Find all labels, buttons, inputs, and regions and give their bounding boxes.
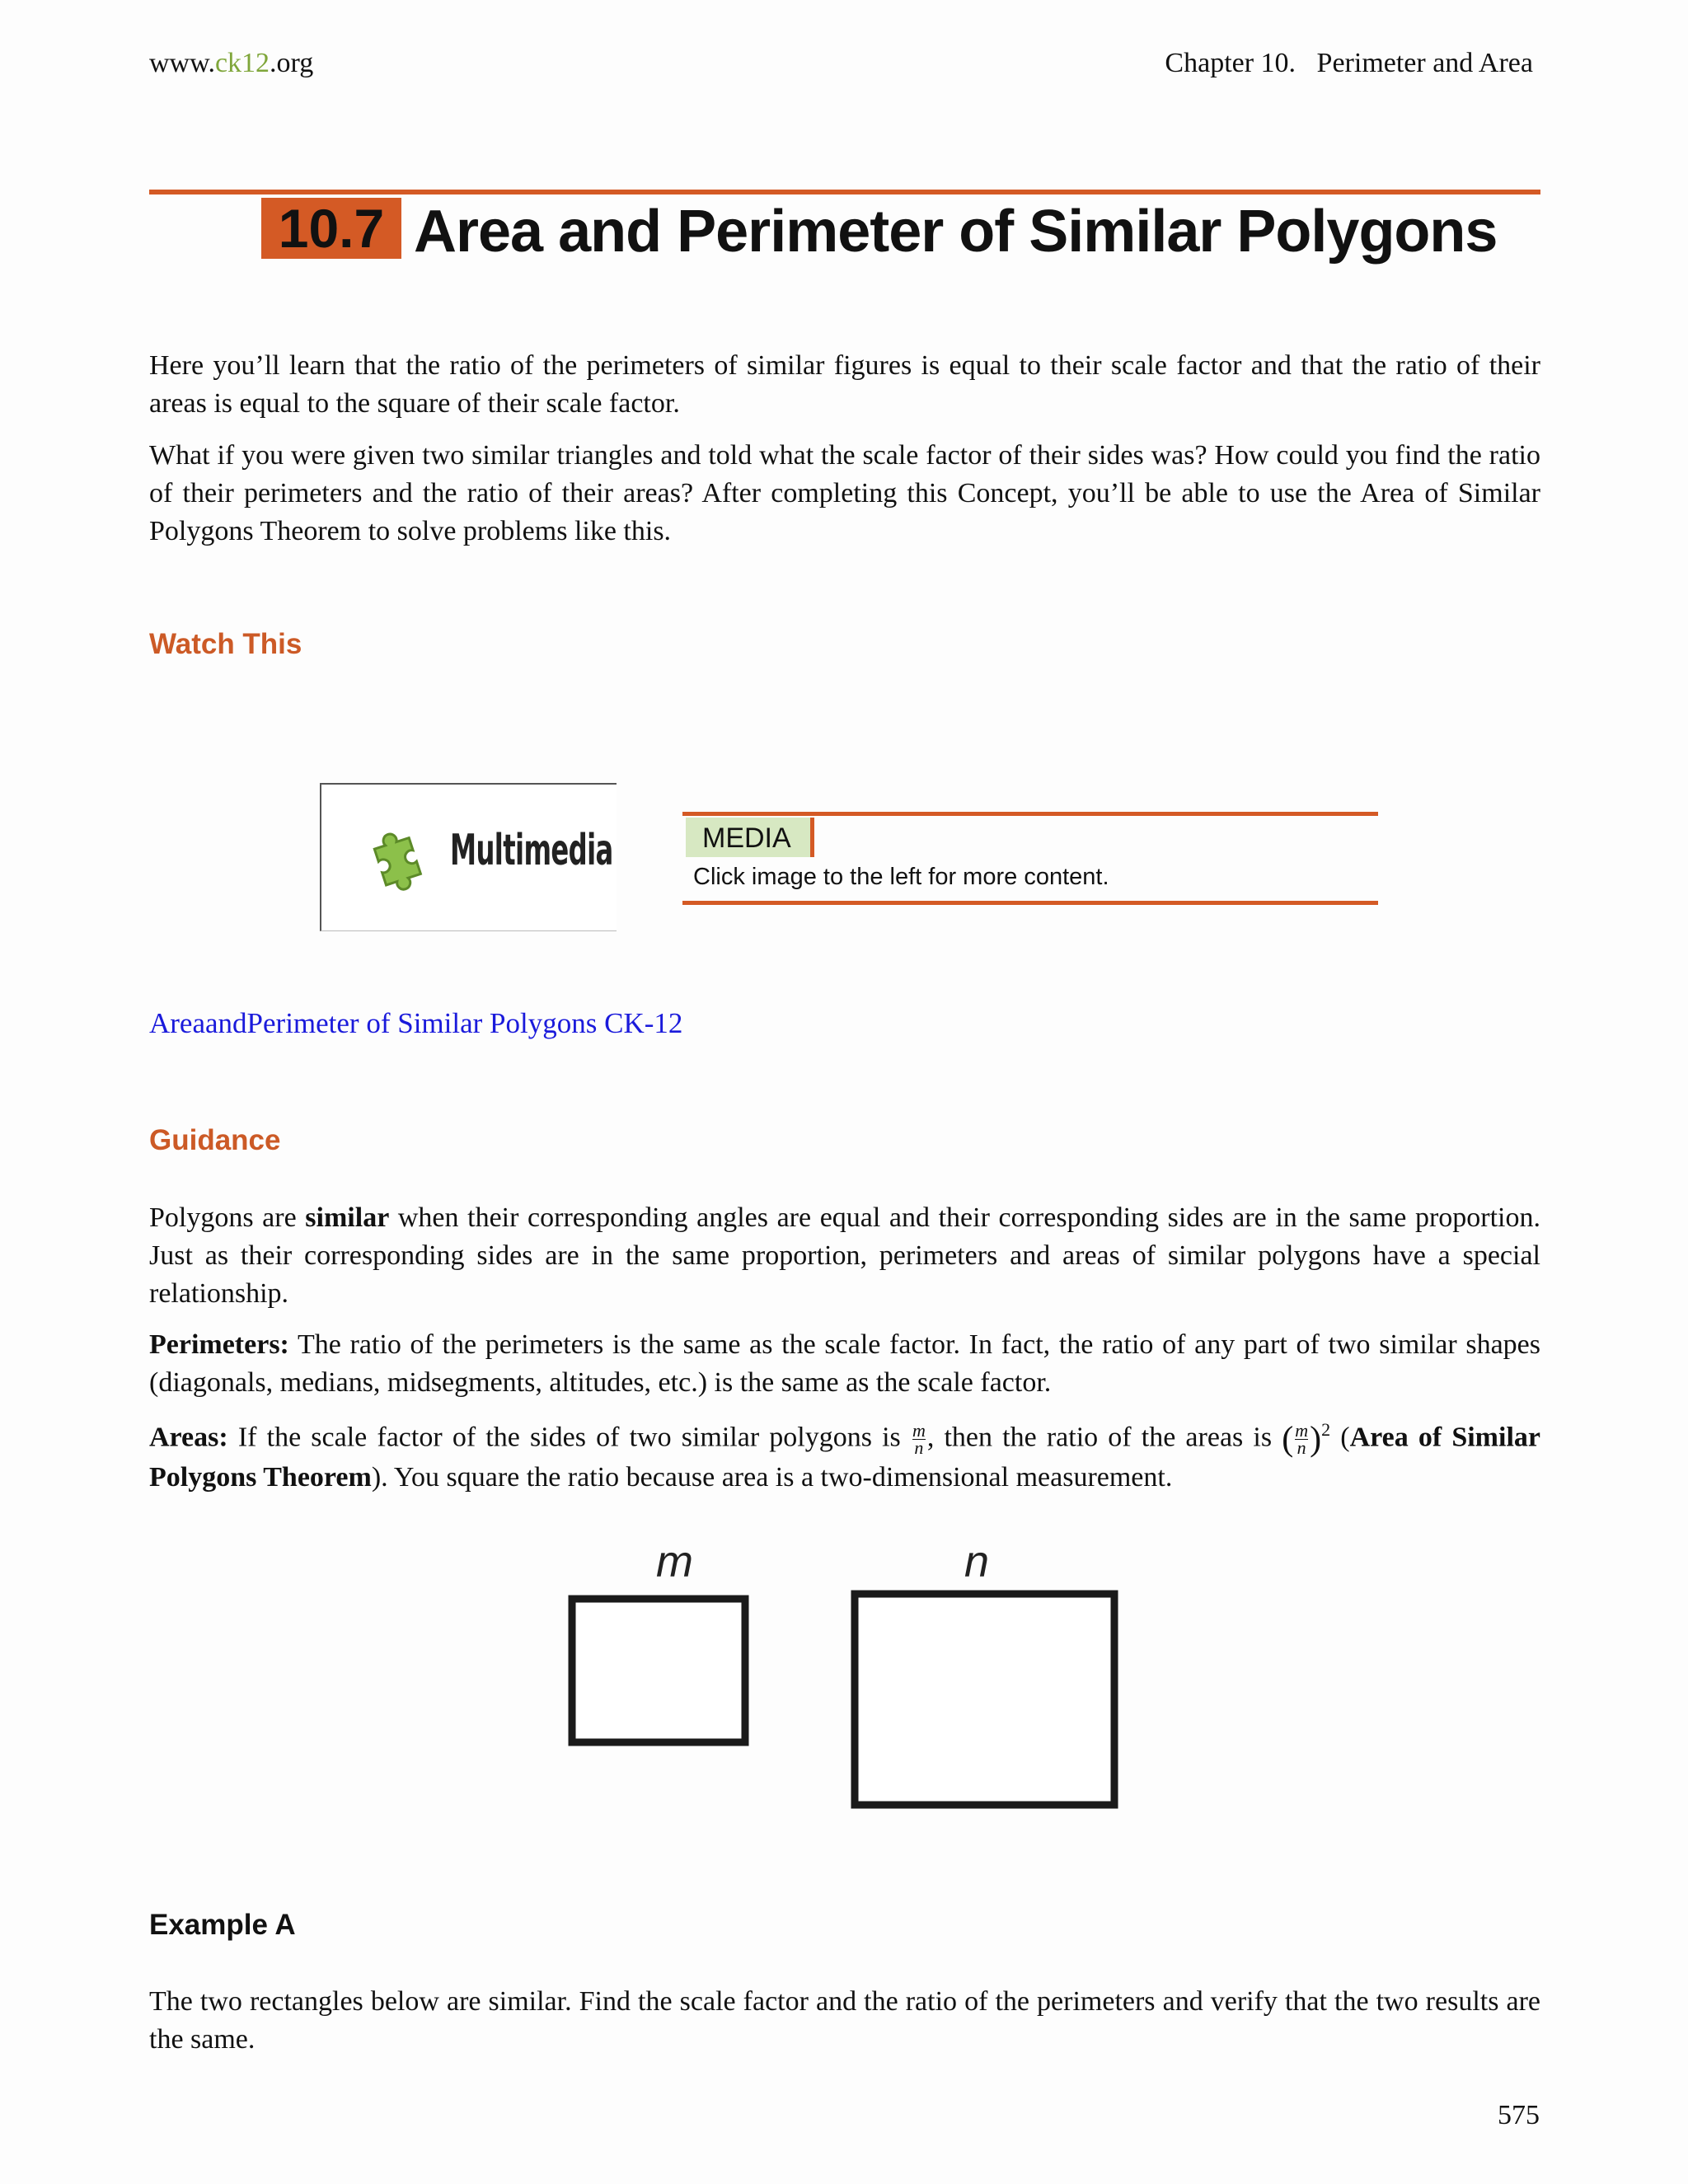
areas-label: Areas: <box>149 1422 228 1453</box>
intro-paragraph-2: What if you were given two similar triangles and told what the scale factor of their sides was? How could you find the ratio of their perimeters and the ratio of their areas? After completing this Concept, you’ll be able to use the Area of Similar Polygons Theorem to solve problems like this. <box>149 440 1540 546</box>
site-prefix: www. <box>149 48 215 78</box>
label-m: m <box>656 1545 693 1586</box>
areas-paragraph <box>149 1411 1540 1497</box>
fraction-numerator: m <box>912 1420 926 1441</box>
example-a-text: The two rectangles below are similar. Find the scale factor and the ratio of the perimeters and verify that the two results are the same. <box>149 1986 1540 2055</box>
exponent: 2 <box>1321 1419 1331 1440</box>
area-ratio-fraction <box>1295 1420 1309 1459</box>
puzzle-icon <box>363 827 434 893</box>
guidance-paragraph-1 <box>149 1199 1540 1313</box>
section-number: 10.7 <box>261 198 401 259</box>
areas-text-4: ). You square the ratio because area is a two-dimensional measurement. <box>371 1461 1173 1493</box>
guidance-p1-start: Polygons are <box>149 1202 306 1233</box>
perimeters-text: The ratio of the perimeters is the same as the scale factor. In fact, the ratio of any part of two similar shapes (diagonals, medians, midsegments, altitudes, etc.) is the same as the scale factor. <box>149 1329 1540 1398</box>
guidance-p1-rest: when their corresponding angles are equal and their corresponding sides are in the same proportion. Just as their corresponding sides are in the same proportion, perimeters and areas of similar polygons have a special relationship. <box>149 1202 1540 1309</box>
areas-text-2: , then the ratio of the areas is <box>926 1422 1282 1453</box>
scale-fraction <box>912 1420 926 1459</box>
label-n: n <box>964 1545 990 1586</box>
media-caption: Click image to the left for more content. <box>693 864 1109 890</box>
media-tag: MEDIA <box>686 818 814 857</box>
site-url[interactable] <box>149 48 313 79</box>
site-suffix: .org <box>270 48 314 78</box>
watch-heading: Watch This <box>149 628 302 660</box>
example-a-heading: Example A <box>149 1909 296 1941</box>
fraction-denominator: n <box>914 1437 924 1459</box>
theorem-name: Area of Similar Polygons Theorem <box>149 1422 1540 1493</box>
term-similar: similar <box>305 1202 390 1233</box>
multimedia-thumbnail[interactable] <box>320 783 617 931</box>
section-title: Area and Perimeter of Similar Polygons <box>414 199 1498 265</box>
large-rectangle <box>855 1594 1114 1805</box>
areas-text-1: If the scale factor of the sides of two similar polygons is <box>227 1422 911 1453</box>
perimeters-paragraph <box>149 1326 1540 1402</box>
open-paren: ( <box>1282 1420 1294 1459</box>
media-box-bottom-rule <box>682 901 1378 905</box>
similar-rectangles-figure <box>560 1545 1129 1825</box>
site-brand: ck12 <box>214 48 270 78</box>
intro-paragraph-1: Here you’ll learn that the ratio of the perimeters of similar figures is equal to their scale factor and that the ratio of their areas is equal to the square of their scale factor. <box>149 350 1540 419</box>
video-link[interactable]: AreaandPerimeter of Similar Polygons CK-12 <box>149 1007 683 1039</box>
areas-text-3: ( <box>1330 1422 1350 1453</box>
close-paren: ) <box>1310 1420 1322 1459</box>
chapter-title: Chapter 10. Perimeter and Area <box>1165 48 1533 78</box>
perimeters-label: Perimeters: <box>149 1329 289 1360</box>
multimedia-label: Multimedia <box>450 826 613 875</box>
page-number: 575 <box>1498 2100 1540 2130</box>
small-rectangle <box>572 1599 745 1742</box>
area-fraction-numerator: m <box>1295 1420 1309 1441</box>
area-fraction-denominator: n <box>1296 1437 1306 1459</box>
guidance-heading: Guidance <box>149 1124 281 1156</box>
media-box-top-rule <box>682 812 1378 816</box>
